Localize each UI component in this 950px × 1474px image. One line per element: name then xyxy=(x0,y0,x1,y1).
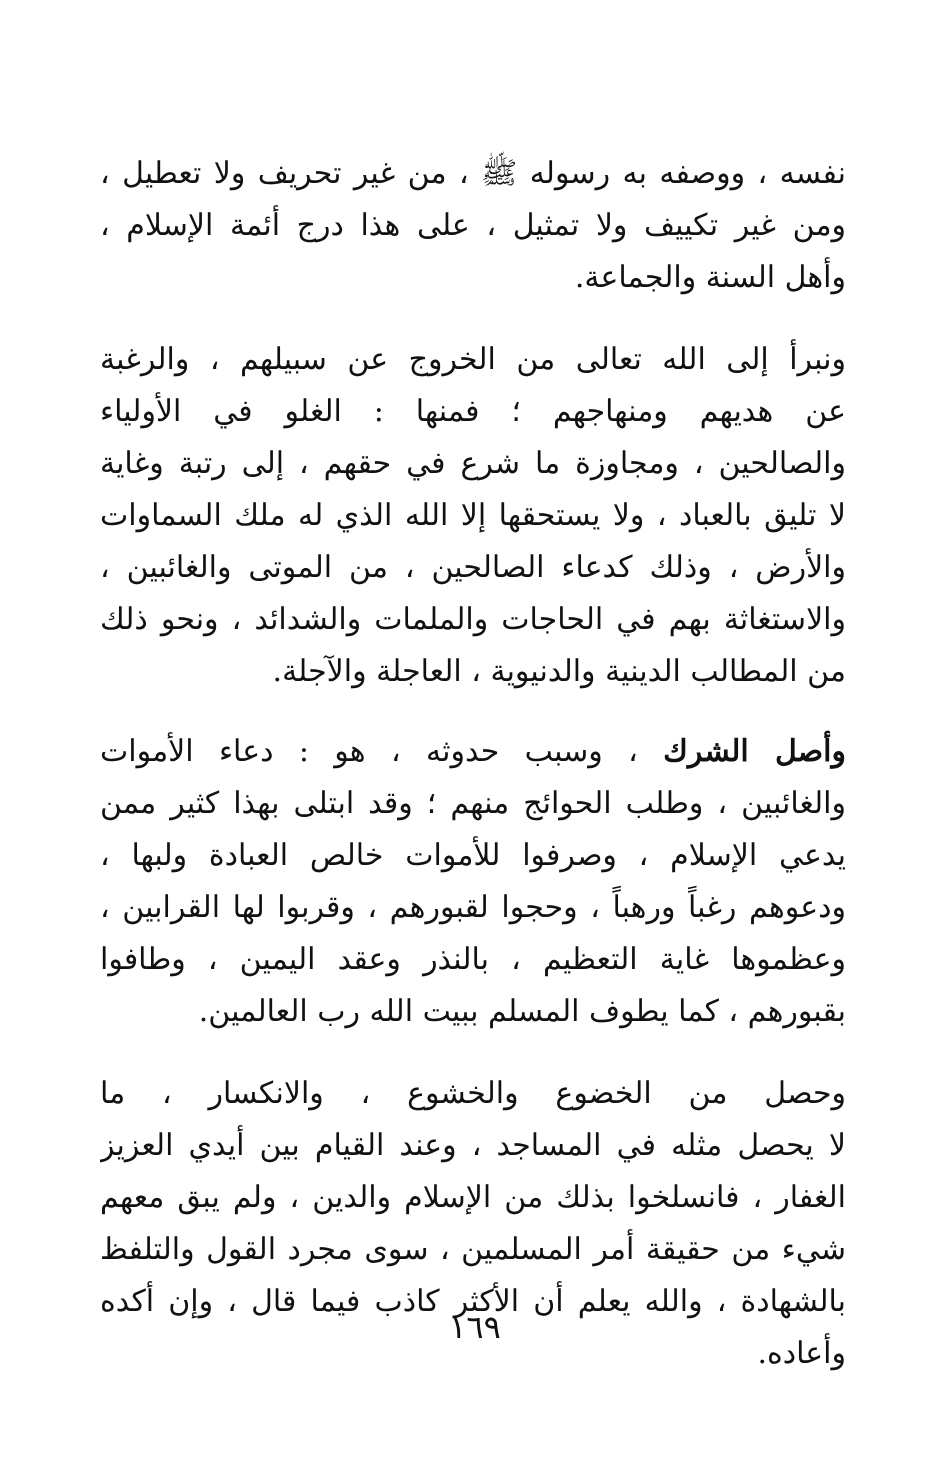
text-line: من المطالب الدينية والدنيوية ، العاجلة والآجلة. xyxy=(272,654,846,689)
paragraph-gap xyxy=(100,1038,846,1068)
text-line: وحصل من الخضوع والخشوع ، والانكسار ، ما xyxy=(100,1076,846,1111)
text-line: والاستغاثة بهم في الحاجات والملمات والشدائد ، ونحو ذلك xyxy=(100,602,846,637)
text-line: والغائبين ، وطلب الحوائج منهم ؛ وقد ابتلى بهذا كثير ممن xyxy=(100,786,846,821)
text-line: لا يحصل مثله في المساجد ، وعند القيام بين أيدي العزيز xyxy=(100,1128,846,1163)
bold-lead-phrase: وأصل الشرك xyxy=(663,734,846,769)
text-line: يدعي الإسلام ، وصرفوا للأموات خالص العبادة ولبها ، xyxy=(100,838,846,873)
text-line: ودعوهم رغباً ورهباً ، وحجوا لقبورهم ، وقربوا لها القرابين ، xyxy=(100,890,846,925)
text-line: لا تليق بالعباد ، ولا يستحقها إلا الله الذي له ملك السماوات xyxy=(100,498,846,533)
text-line: وأهل السنة والجماعة. xyxy=(574,260,846,295)
text-line: وعظموها غاية التعظيم ، بالنذر وعقد اليمين ، وطافوا xyxy=(100,942,846,977)
text-line: بقبورهم ، كما يطوف المسلم ببيت الله رب العالمين. xyxy=(198,994,846,1029)
body-text xyxy=(100,148,846,1380)
text-line: ونبرأ إلى الله تعالى من الخروج عن سبيلهم ، والرغبة xyxy=(100,342,846,377)
paragraph-2 xyxy=(100,334,846,698)
text-line: نفسه ، ووصفه به رسوله ﷺ ، من غير تحريف ولا تعطيل ، xyxy=(100,156,846,191)
text-line: عن هديهم ومنهاجهم ؛ فمنها : الغلو في الأولياء xyxy=(100,394,846,429)
paragraph-3 xyxy=(100,726,846,1038)
text-line xyxy=(100,726,846,778)
text-line: وأعاده. xyxy=(757,1336,846,1371)
text-line: الغفار ، فانسلخوا بذلك من الإسلام والدين ، ولم يبق معهم xyxy=(100,1180,846,1215)
paragraph-gap xyxy=(100,698,846,726)
text-line: شيء من حقيقة أمر المسلمين ، سوى مجرد القول والتلفظ xyxy=(100,1232,846,1267)
paragraph-gap xyxy=(100,304,846,334)
first-line-rest: ، وسبب حدوثه ، هو : دعاء الأموات xyxy=(100,734,638,769)
text-line: بالشهادة ، والله يعلم أن الأكثر كاذب فيما قال ، وإن أكده xyxy=(100,1284,846,1319)
paragraph-1 xyxy=(100,148,846,304)
text-line: ومن غير تكييف ولا تمثيل ، على هذا درج أئمة الإسلام ، xyxy=(100,208,846,243)
page-number: ١٦٩ xyxy=(449,1308,501,1346)
text-line: والصالحين ، ومجاوزة ما شرع في حقهم ، إلى رتبة وغاية xyxy=(100,446,846,481)
text-line: والأرض ، وذلك كدعاء الصالحين ، من الموتى والغائبين ، xyxy=(100,550,846,585)
